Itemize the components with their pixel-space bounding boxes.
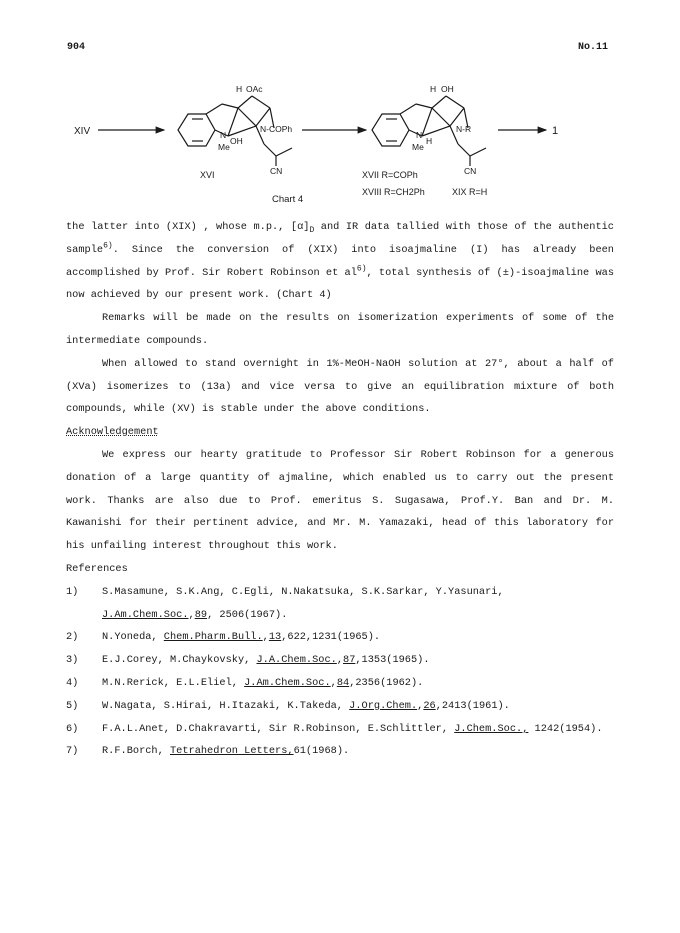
xvi-oac-label: OAc [246, 84, 263, 94]
acknowledgement-text: We express our hearty gratitude to Professor Sir Robert Robinson for a generous donation of a large quantity of ajmaline, which enabled us to carry out the present work. Thanks are also due to Prof. emeritus S. Sugasawa, Prof.Y. Ban and Dr. M. Kawanishi for their pertinent advice, and Mr. M. Yamazaki, head of this laboratory for his unfailing interest throughout this work. [66, 448, 614, 553]
xvii-nr-label: N-R [456, 124, 472, 134]
compound-xvii-label: XVII R=COPh [362, 170, 418, 180]
paragraph-synthesis: the latter into (XIX) , whose m.p., $[\alpha]_D$ and IR data tallied with those of the authentic sample$^{6)}$. Since the conversion of (XIX) into isoajmaline (I) has already been accomplished by Prof. Sir Robert Robinson et $al^{6)}$, total synthesis of (±)-isoajmaline was now achieved by our present work. (Chart 4) [66, 221, 614, 302]
article-body [66, 216, 614, 763]
reaction-scheme [60, 78, 620, 218]
reference-item: 5) W.Nagata, S.Hirai, H.Itazaki, K.Takeda, J.Org.Chem.,26,2413(1961). [66, 699, 510, 712]
references-heading: References [66, 562, 128, 575]
page-number: 904 [67, 42, 86, 53]
scheme-end-label: 1 [552, 125, 559, 137]
xvi-h-label: H [236, 84, 243, 94]
xvii-me-label: Me [412, 142, 424, 152]
xvi-n-label: N [220, 130, 227, 140]
xvii-n-label: N [416, 130, 423, 140]
paragraph-remarks: Remarks will be made on the results on isomerization experiments of some of the intermediate compounds. [66, 312, 614, 347]
paragraph-isomerization: When allowed to stand overnight in 1%-MeOH-NaOH solution at 27°, about a half of (XVa) isomerizes to (13a) and vice versa to give an equilibration mixture of both compounds, while (XV) is stable under the above conditions. [66, 357, 614, 416]
acknowledgement-heading: Acknowledgement [66, 426, 159, 439]
reference-item: 6) F.A.L.Anet, D.Chakravarti, Sir R.Robinson, E.Schlittler, J.Chem.Soc., 1242(1954). [66, 722, 603, 735]
xvii-h2-label: H [426, 136, 433, 146]
compound-xix-label: XIX R=H [452, 187, 488, 197]
xvi-ncooph-label: N-COPh [260, 124, 293, 134]
reference-item: 7) R.F.Borch, Tetrahedron Letters,61(1968). [66, 745, 350, 758]
xvii-oh-label: OH [441, 84, 454, 94]
reference-item: 4) M.N.Rerick, E.L.Eliel, J.Am.Chem.Soc.,84,2356(1962). [66, 676, 424, 689]
compound-xvi-label: XVI [200, 170, 215, 180]
xvii-h-label: H [430, 84, 437, 94]
reference-item: 2) N.Yoneda, Chem.Pharm.Bull.,13,622,1231(1965). [66, 631, 381, 644]
xvi-oh-label: OH [230, 136, 243, 146]
xvi-cn-label: CN [270, 166, 283, 176]
reference-list [66, 581, 614, 763]
reference-item: 3) E.J.Corey, M.Chaykovsky, J.A.Chem.Soc.,87,1353(1965). [66, 654, 430, 667]
chart-caption: Chart 4 [272, 194, 304, 205]
xvii-cn-label: CN [464, 166, 477, 176]
compound-xviii-label: XVIII R=CH2Ph [362, 187, 425, 197]
issue-number: No.11 [577, 42, 608, 53]
scheme-start-label: XIV [74, 126, 91, 137]
xvi-me-label: Me [218, 142, 230, 152]
reference-item: 1) S.Masamune, S.K.Ang, C.Egli, N.Nakatsuka, S.K.Sarkar, Y.Yasunari, J.Am.Chem.Soc.,89, 2506(1967). [66, 585, 504, 621]
